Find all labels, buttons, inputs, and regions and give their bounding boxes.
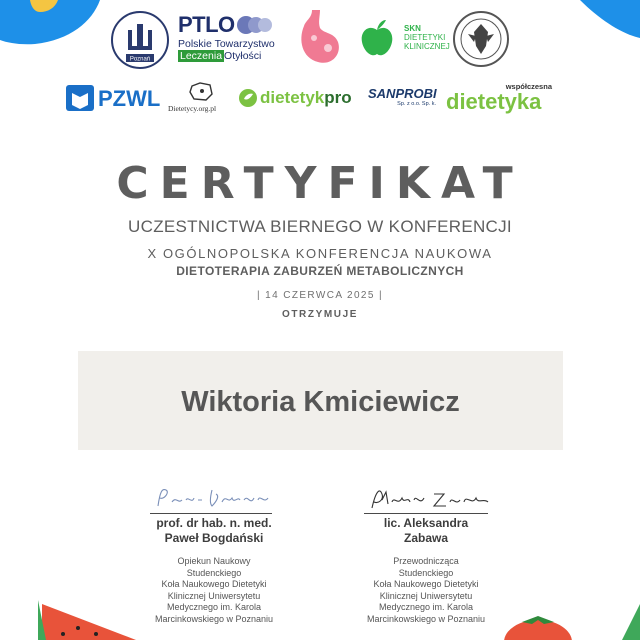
- receives-label: OTRZYMUJE: [281, 309, 359, 320]
- sanprobi-logo: SANPROBI Sp. z o.o. Sp. k.: [368, 86, 437, 107]
- signature-1-handwriting: [152, 482, 276, 516]
- dietetycy-map-icon: [188, 82, 214, 102]
- conference-name: X OGÓLNOPOLSKA KONFERENCJA NAUKOWA: [147, 246, 493, 261]
- skn-logo-text: SKN DIETETYKI KLINICZNEJ: [404, 24, 450, 51]
- signatory-2-role: Przewodnicząca Studenckiego Koła Naukowego Dietetyki Klinicznej Uniwersytetu Medycznego im. Karola Marcinkowskiego w Poznaniu: [366, 556, 486, 624]
- signatory-2-name: Zabawa: [403, 531, 448, 545]
- wspolczesna-dietetyka-logo: współczesna dietetyka: [446, 82, 552, 114]
- ptlo-rings-icon: [236, 15, 276, 35]
- signature-2-block: [326, 516, 526, 625]
- ptlo-subtitle-2b: Otyłości: [224, 50, 262, 62]
- pzwl-book-icon: [66, 85, 94, 111]
- ptlo-subtitle-2a: Leczenia: [180, 50, 223, 62]
- corner-decoration-bottom-right: [618, 604, 640, 640]
- apple-icon: [360, 18, 394, 58]
- signature-2-handwriting: [368, 484, 494, 516]
- recipient-box: [78, 351, 563, 450]
- signature-1-block: [114, 516, 314, 625]
- dietetykpro-leaf-icon: [238, 88, 258, 108]
- dietetycy-logo: Dietetycy.org.pl: [168, 82, 230, 116]
- ptlo-subtitle-1: Polskie Towarzystwo: [178, 38, 275, 50]
- logo-row-top: [0, 8, 640, 72]
- stomach-icon: [292, 8, 344, 68]
- recipient-name: Wiktoria Kmiciewicz: [181, 386, 460, 418]
- signatory-1-name: Paweł Bogdański: [164, 531, 264, 545]
- signatory-1-title: prof. dr hab. n. med.: [156, 516, 272, 530]
- certificate-subtitle: UCZESTNICTWA BIERNEGO W KONFERENCJI: [128, 217, 512, 236]
- svg-text:Poznań: Poznań: [129, 56, 151, 63]
- logo-row-bottom: PZWL Dietetycy.org.pl dietetykpro SANPROBI Sp. z o.o. Sp. k. współczesna dietetyka: [0, 82, 640, 116]
- university-seal-icon: [452, 10, 510, 68]
- ptlo-logo: [178, 12, 278, 68]
- certificate-title: CERTYFIKAT: [116, 158, 524, 209]
- university-poznan-logo: [110, 10, 170, 70]
- signature-2-line: [364, 513, 488, 514]
- signatory-1-role: Opiekun Naukowy Studenckiego Koła Naukowego Dietetyki Klinicznej Uniwersytetu Medycznego im. Karola Marcinkowskiego w Poznaniu: [154, 556, 274, 624]
- conference-date: | 14 CZERWCA 2025 |: [256, 290, 384, 301]
- conference-topic: DIETOTERAPIA ZABURZEŃ METABOLICZNYCH: [176, 264, 464, 278]
- signature-1-line: [150, 513, 272, 514]
- ptlo-wordmark: PTLO: [178, 12, 235, 37]
- signatory-2-title: lic. Aleksandra: [383, 516, 469, 530]
